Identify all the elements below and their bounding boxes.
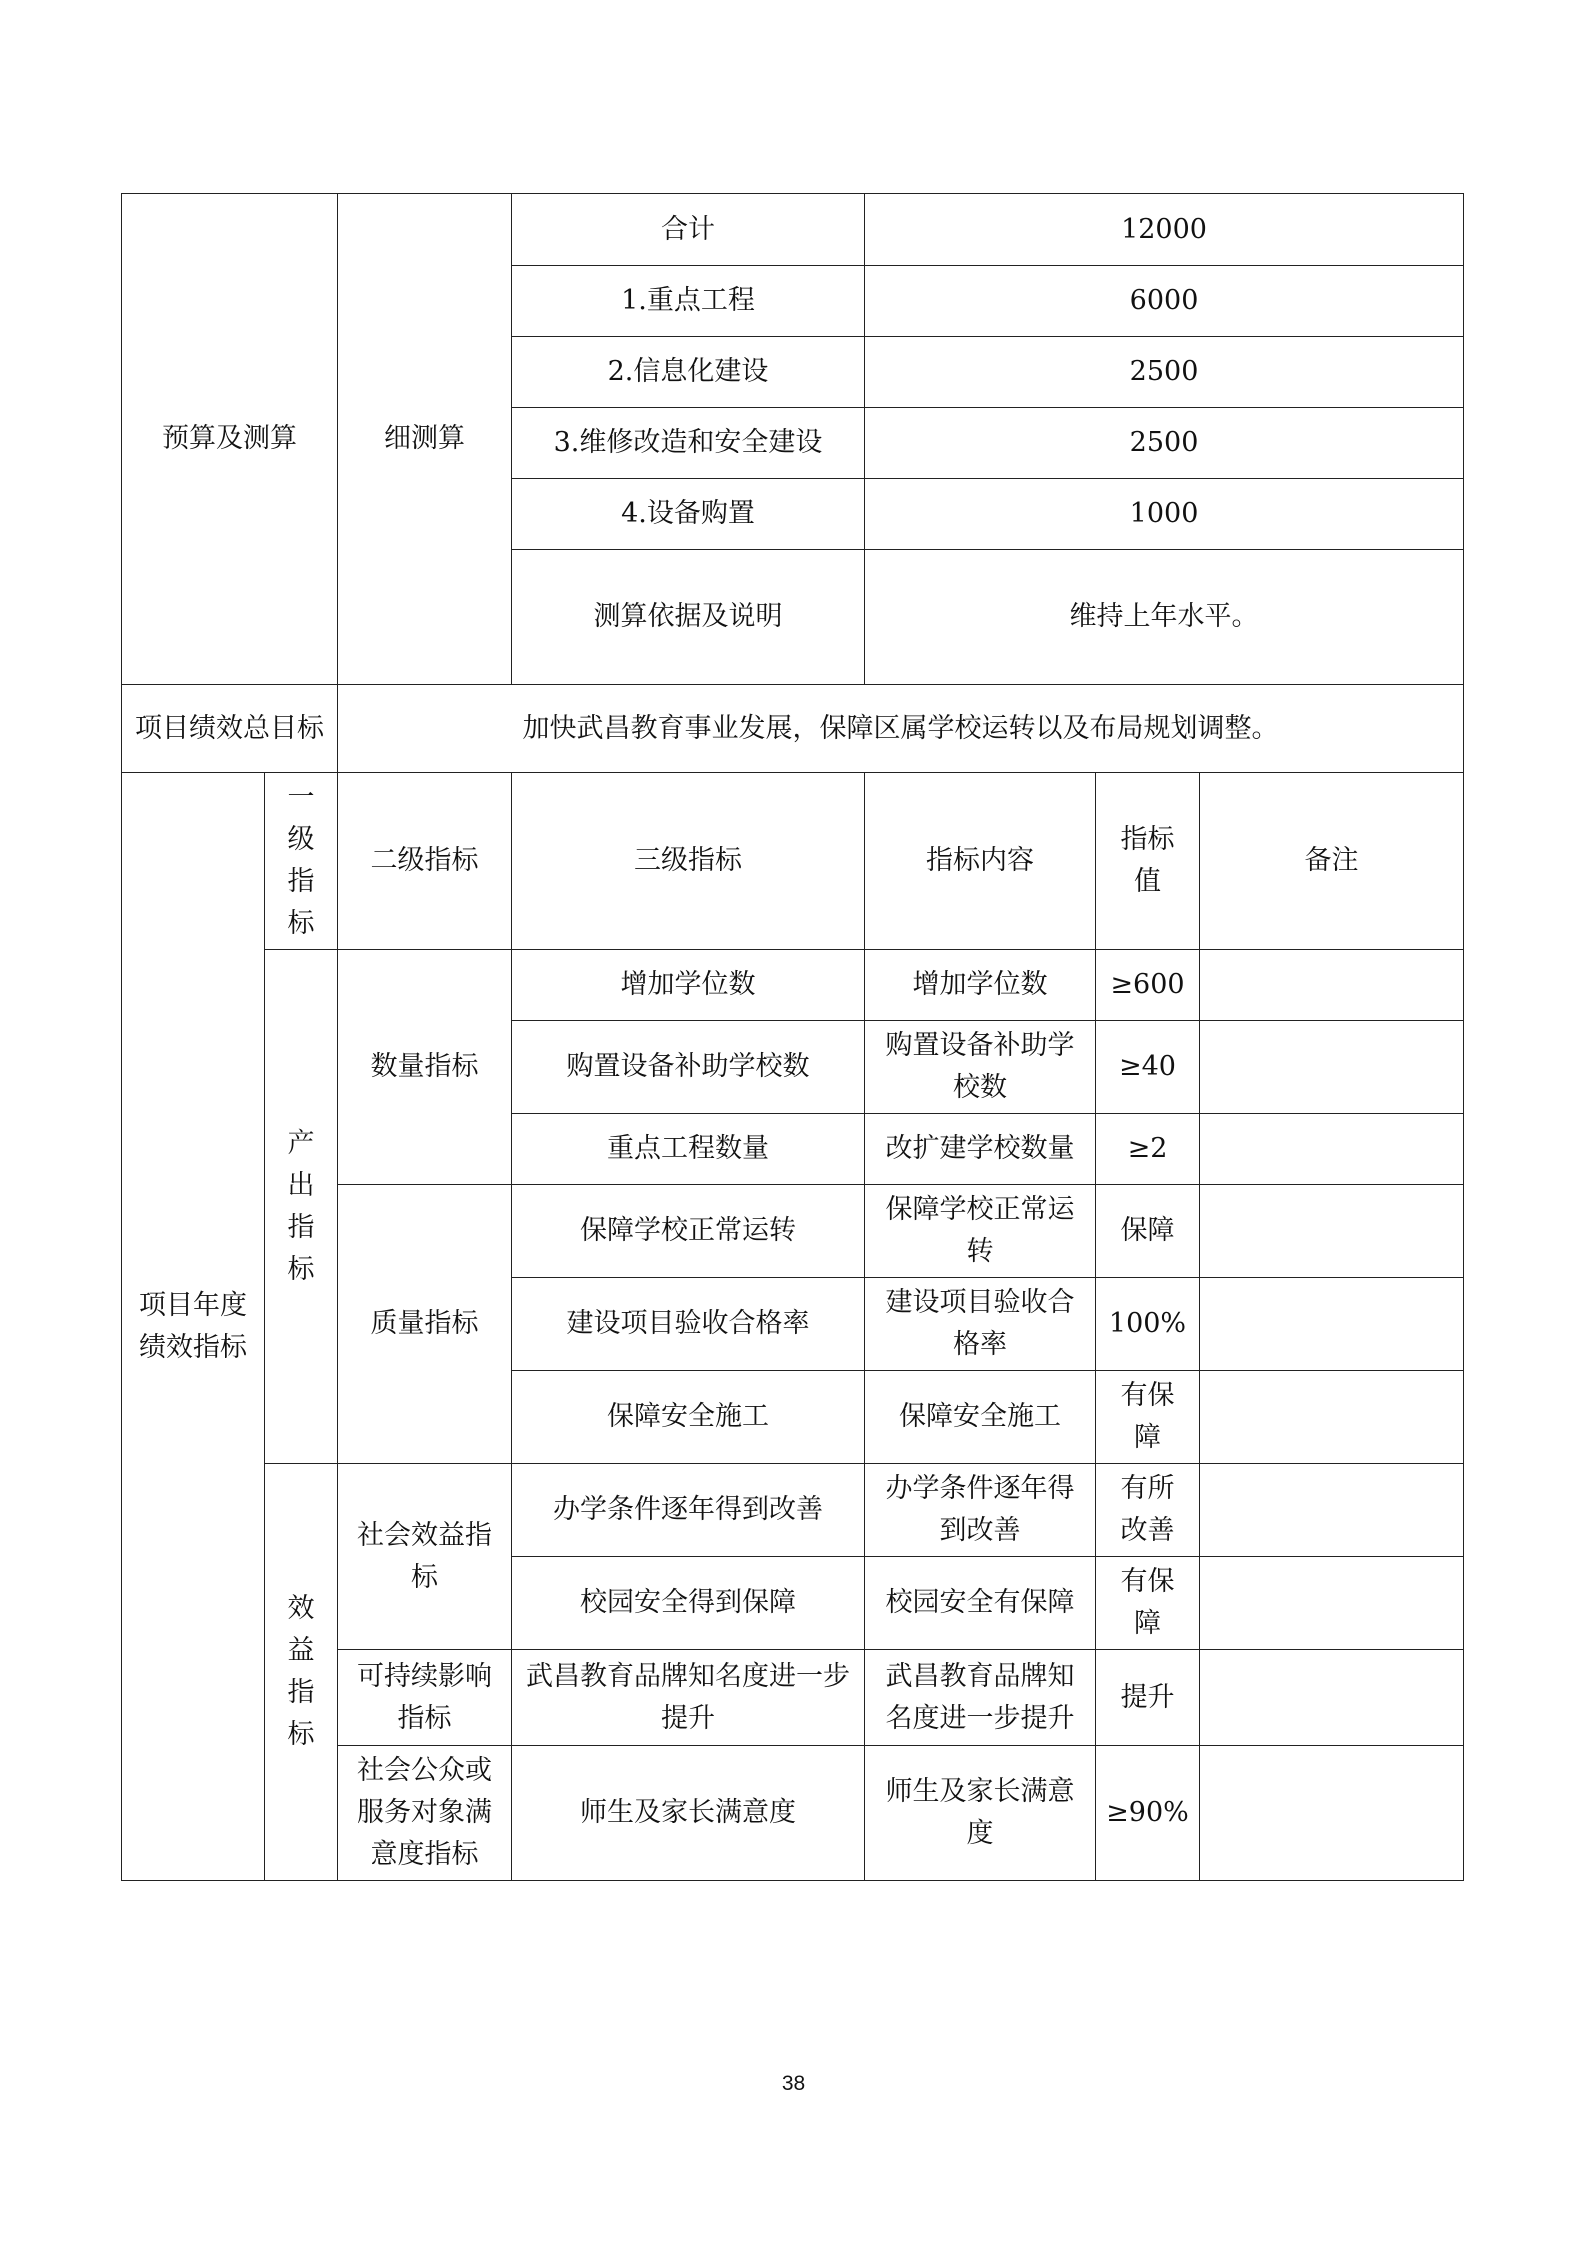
- indicator-note: [1200, 1746, 1464, 1881]
- subgroup-satisfaction: 社会公众或服务对象满意度指标: [338, 1746, 512, 1881]
- budget-item: 合计: [512, 194, 865, 266]
- header-content: 指标内容: [865, 773, 1096, 950]
- indicator-note: [1200, 1021, 1464, 1114]
- indicator-value: [1096, 1464, 1200, 1557]
- header-level2: 二级指标: [338, 773, 512, 950]
- indicator-level3: 保障学校正常运转: [512, 1185, 865, 1278]
- budget-value: 2500: [865, 337, 1464, 408]
- header-note: 备注: [1200, 773, 1464, 950]
- indicator-content: 办学条件逐年得到改善: [865, 1464, 1096, 1557]
- budget-basis-label: 测算依据及说明: [512, 550, 865, 685]
- performance-table: [121, 193, 1464, 1881]
- indicator-value: [1096, 1371, 1200, 1464]
- indicator-value-text: 有保障: [1120, 1566, 1175, 1639]
- indicator-note: [1200, 1278, 1464, 1371]
- indicator-note: [1200, 1114, 1464, 1185]
- budget-item: 1.重点工程: [512, 266, 865, 337]
- indicator-value: 提升: [1096, 1650, 1200, 1746]
- budget-value: 6000: [865, 266, 1464, 337]
- budget-item: 2.信息化建设: [512, 337, 865, 408]
- indicator-content: 改扩建学校数量: [865, 1114, 1096, 1185]
- budget-basis-text: 维持上年水平。: [865, 550, 1464, 685]
- budget-value: 12000: [865, 194, 1464, 266]
- indicator-value: ≥40: [1096, 1021, 1200, 1114]
- header-value: [1096, 773, 1200, 950]
- indicator-note: [1200, 1185, 1464, 1278]
- indicator-content: 保障学校正常运转: [865, 1185, 1096, 1278]
- budget-detail-label: 细测算: [338, 194, 512, 685]
- indicator-level3: 校园安全得到保障: [512, 1557, 865, 1650]
- indicator-level3: 建设项目验收合格率: [512, 1278, 865, 1371]
- indicator-value: 100%: [1096, 1278, 1200, 1371]
- goal-label: 项目绩效总目标: [122, 685, 338, 773]
- budget-value: 1000: [865, 479, 1464, 550]
- subgroup-quality: 质量指标: [338, 1185, 512, 1464]
- header-level3: 三级指标: [512, 773, 865, 950]
- subgroup-sustain: 可持续影响指标: [338, 1650, 512, 1746]
- indicator-content: 购置设备补助学校数: [865, 1021, 1096, 1114]
- indicator-note: [1200, 1557, 1464, 1650]
- budget-section-label: 预算及测算: [122, 194, 338, 685]
- indicator-level3: 购置设备补助学校数: [512, 1021, 865, 1114]
- group-benefit-text: 效益指标: [287, 1593, 315, 1750]
- indicator-note: [1200, 1371, 1464, 1464]
- group-benefit: [265, 1464, 338, 1881]
- indicator-content: 校园安全有保障: [865, 1557, 1096, 1650]
- header-value-text: 指标值: [1120, 824, 1175, 897]
- group-output: [265, 950, 338, 1464]
- subgroup-quantity: 数量指标: [338, 950, 512, 1185]
- page-number: 38: [781, 2072, 806, 2095]
- indicator-level3: 增加学位数: [512, 950, 865, 1021]
- indicator-level3: 重点工程数量: [512, 1114, 865, 1185]
- indicator-note: [1200, 950, 1464, 1021]
- indicator-content: 师生及家长满意度: [865, 1746, 1096, 1881]
- indicator-value: ≥2: [1096, 1114, 1200, 1185]
- budget-item: 3.维修改造和安全建设: [512, 408, 865, 479]
- indicator-level3: 师生及家长满意度: [512, 1746, 865, 1881]
- indicator-value-text: 有所改善: [1120, 1473, 1175, 1546]
- indicator-content: 建设项目验收合格率: [865, 1278, 1096, 1371]
- indicator-value: [1096, 1557, 1200, 1650]
- indicator-value: 保障: [1096, 1185, 1200, 1278]
- indicator-content: 武昌教育品牌知名度进一步提升: [865, 1650, 1096, 1746]
- indicator-value: ≥90%: [1096, 1746, 1200, 1881]
- goal-text: 加快武昌教育事业发展，保障区属学校运转以及布局规划调整。: [338, 685, 1464, 773]
- header-level1-text: 一级指标: [287, 782, 315, 939]
- indicator-value: ≥600: [1096, 950, 1200, 1021]
- indicator-content: 增加学位数: [865, 950, 1096, 1021]
- budget-value: 2500: [865, 408, 1464, 479]
- indicators-section-text: 项目年度绩效指标: [139, 1289, 247, 1363]
- indicator-value-text: 有保障: [1120, 1380, 1175, 1453]
- indicators-section-label: [122, 773, 265, 1881]
- indicator-level3: 保障安全施工: [512, 1371, 865, 1464]
- indicator-level3: 武昌教育品牌知名度进一步提升: [512, 1650, 865, 1746]
- indicator-note: [1200, 1650, 1464, 1746]
- header-level1: [265, 773, 338, 950]
- indicator-level3: 办学条件逐年得到改善: [512, 1464, 865, 1557]
- indicator-content: 保障安全施工: [865, 1371, 1096, 1464]
- group-output-text: 产出指标: [287, 1127, 315, 1285]
- budget-item: 4.设备购置: [512, 479, 865, 550]
- subgroup-social: 社会效益指标: [338, 1464, 512, 1650]
- indicator-note: [1200, 1464, 1464, 1557]
